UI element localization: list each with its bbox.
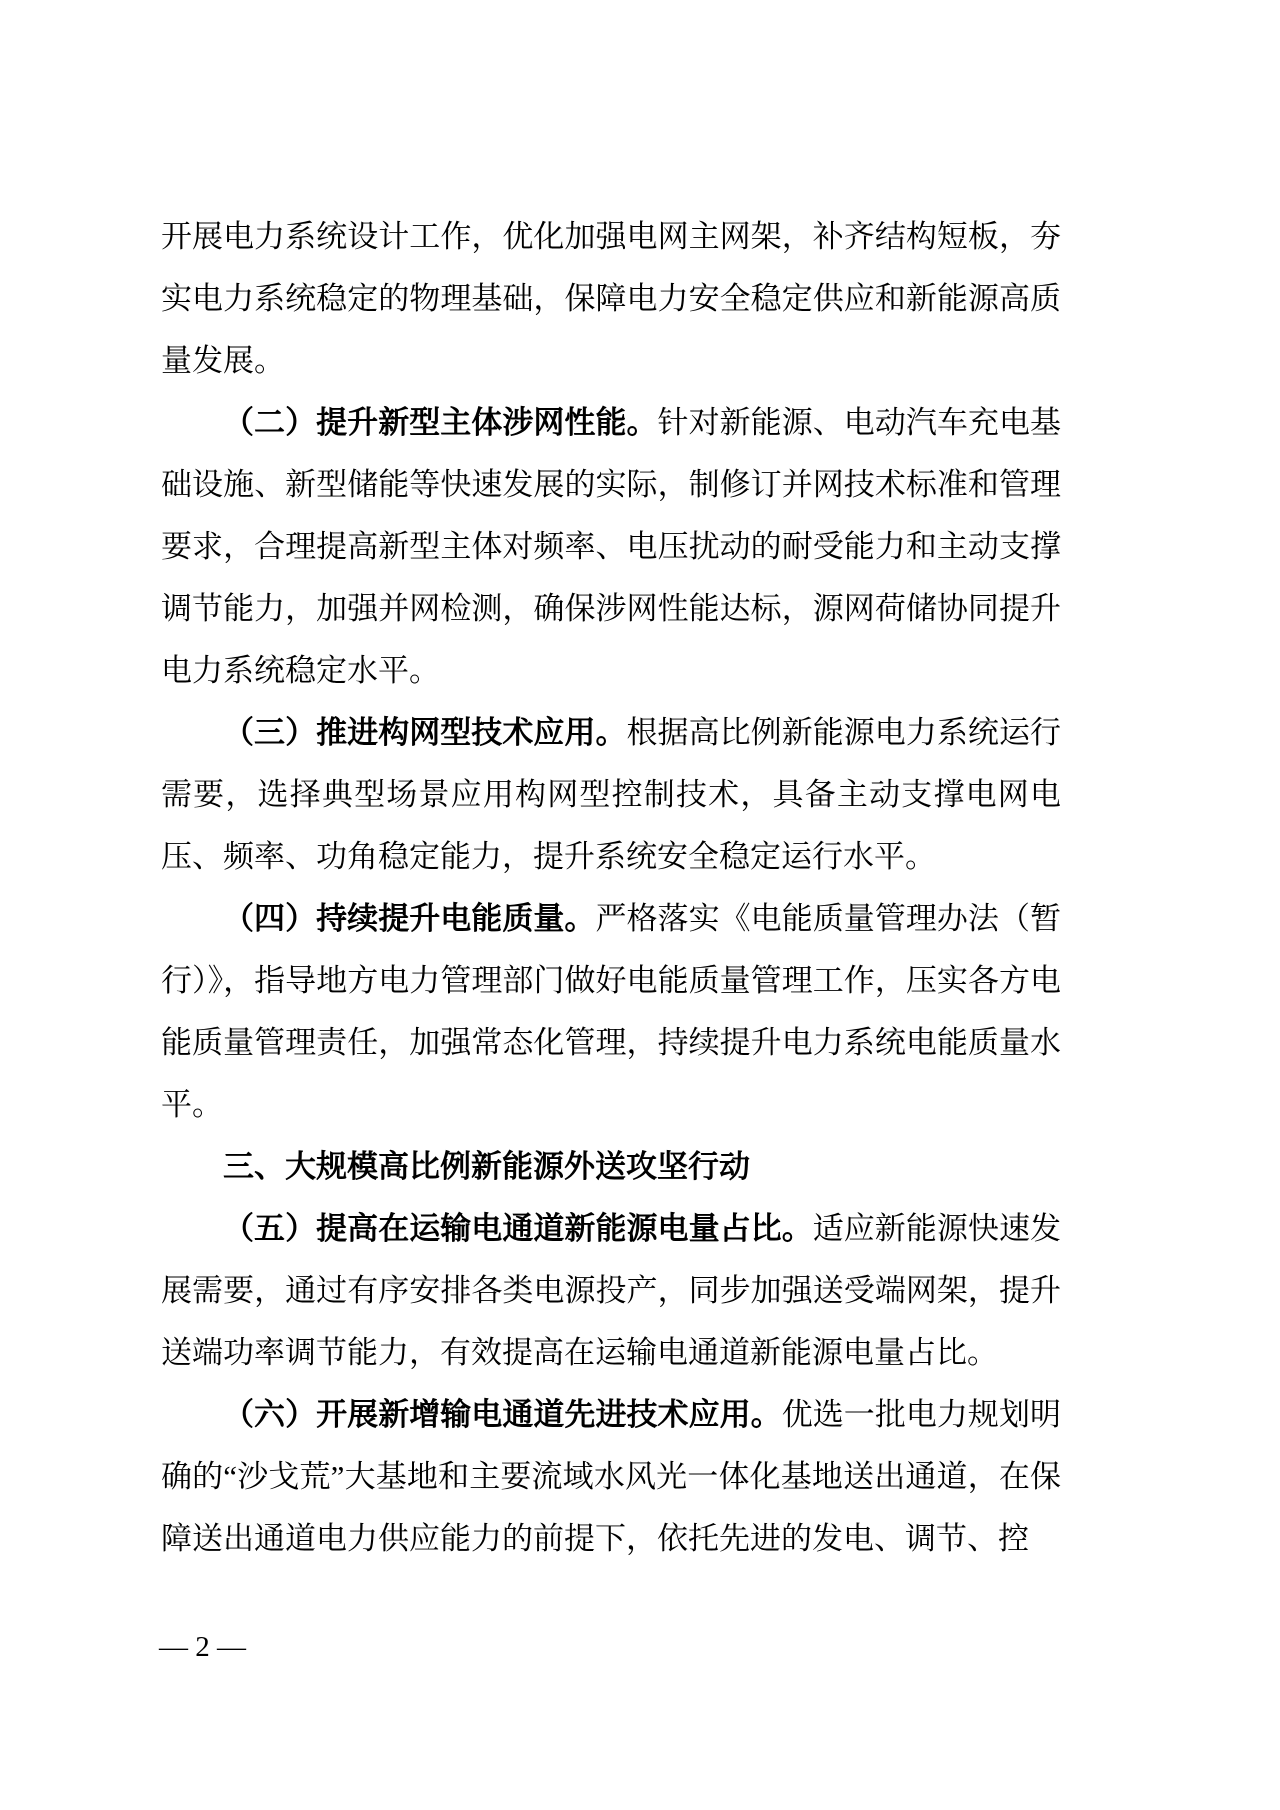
paragraph-item-5 [161,1198,1061,1384]
paragraph-item-2-lead: （二）提升新型主体涉网性能。 [223,405,658,440]
paragraph-item-6 [161,1384,1061,1570]
paragraph-intro: 开展电力系统设计工作，优化加强电网主网架，补齐结构短板，夯实电力系统稳定的物理基础，保障电力安全稳定供应和新能源高质量发展。 [161,219,1061,378]
paragraph-item-4-lead: （四）持续提升电能质量。 [223,901,596,936]
document-body [161,206,1061,1570]
paragraph-item-3-lead: （三）推进构网型技术应用。 [223,715,627,750]
paragraph-item-4 [161,888,1061,1136]
page-number: — 2 — [159,1631,246,1663]
paragraph-item-4-body: 严格落实《电能质量管理办法（暂行）》，指导地方电力管理部门做好电能质量管理工作，压实各方电能质量管理责任，加强常态化管理，持续提升电力系统电能质量水平。 [161,901,1062,1122]
paragraph-item-2-body: 针对新能源、电动汽车充电基础设施、新型储能等快速发展的实际，制修订并网技术标准和管理要求，合理提高新型主体对频率、电压扰动的耐受能力和主动支撑调节能力，加强并网检测，确保涉网性能达标，源网荷储协同提升电力系统稳定水平。 [161,405,1062,688]
paragraph-item-3 [161,702,1061,888]
paragraph-item-5-lead: （五）提高在运输电通道新能源电量占比。 [223,1211,813,1246]
paragraph-item-6-body: 优选一批电力规划明确的“沙戈荒”大基地和主要流域水风光一体化基地送出通道，在保障送出通道电力供应能力的前提下，依托先进的发电、调节、控 [161,1397,1062,1556]
paragraph-item-5-body: 适应新能源快速发展需要，通过有序安排各类电源投产，同步加强送受端网架，提升送端功率调节能力，有效提高在运输电通道新能源电量占比。 [161,1211,1062,1370]
paragraph-item-2 [161,392,1061,702]
paragraph-item-6-lead: （六）开展新增输电通道先进技术应用。 [223,1397,782,1432]
section-heading-3: 三、大规模高比例新能源外送攻坚行动 [223,1149,750,1184]
paragraph-item-3-body: 根据高比例新能源电力系统运行需要，选择典型场景应用构网型控制技术，具备主动支撑电网电压、频率、功角稳定能力，提升系统安全稳定运行水平。 [161,715,1061,874]
